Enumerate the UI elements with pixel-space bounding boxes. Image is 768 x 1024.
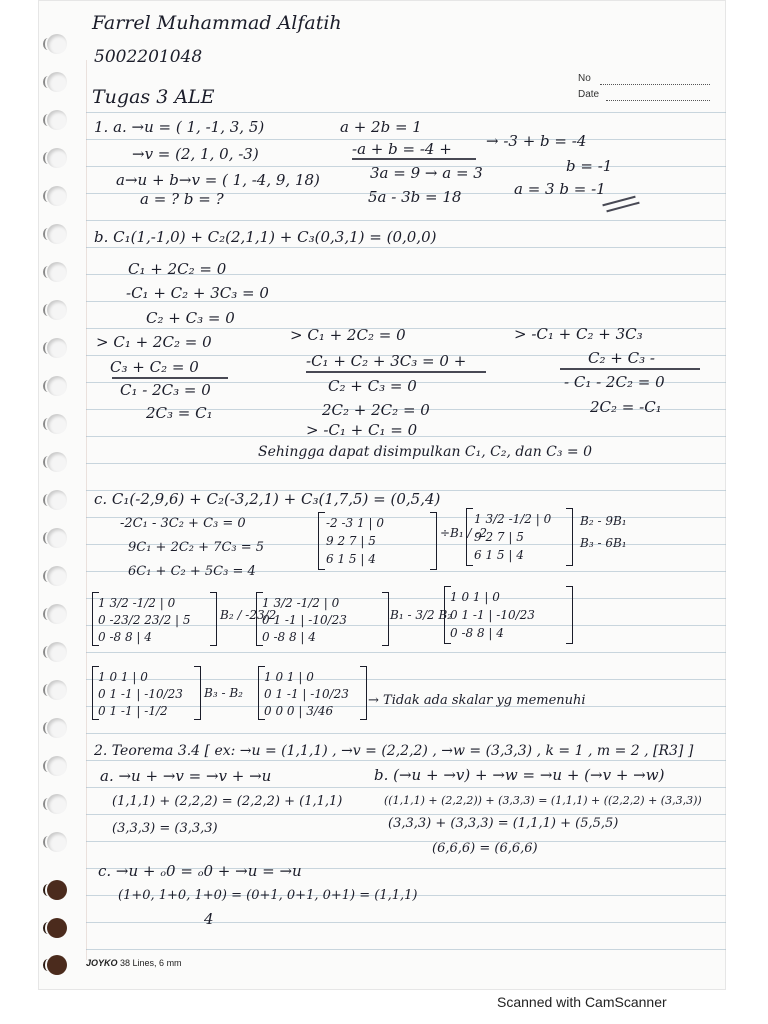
line: 5a - 3b = 18: [368, 188, 462, 206]
matrix-bracket-right: [566, 508, 573, 566]
line: > -C₁ + C₂ + 3C₃: [514, 325, 643, 343]
line: a + 2b = 1: [340, 118, 422, 136]
assignment-title: Tugas 3 ALE: [92, 86, 215, 108]
line: (1+0, 1+0, 1+0) = (0+1, 0+1, 0+1) = (1,1,1): [118, 888, 418, 903]
matrix-row: 9 2 7 | 5: [326, 534, 376, 548]
line: (6,6,6) = (6,6,6): [432, 841, 538, 856]
matrix-bracket-left: [466, 508, 473, 566]
matrix-bracket-right: [430, 512, 437, 570]
line: C₃ + C₂ = 0: [110, 358, 199, 376]
student-name: Farrel Muhammad Alfatih: [92, 12, 342, 34]
matrix-row: 1 0 1 | 0: [450, 590, 500, 604]
line: C₁ - 2C₃ = 0: [120, 381, 211, 399]
matrix-row: 0 -8 8 | 4: [450, 626, 504, 640]
line: a = ? b = ?: [140, 190, 224, 208]
date-field-line: [606, 100, 710, 101]
line: 1. a. →u = ( 1, -1, 3, 5): [94, 118, 265, 136]
matrix-bracket-right: [360, 666, 367, 720]
line: 2C₃ = C₁: [146, 404, 213, 422]
line: -a + b = -4 +: [352, 140, 452, 158]
line: > C₁ + 2C₂ = 0: [96, 333, 212, 351]
matrix-row: 1 0 1 | 0: [264, 670, 314, 684]
row-operation: B₂ / -23/2: [220, 608, 277, 622]
line: → -3 + b = -4: [486, 132, 587, 150]
matrix-row: 1 3/2 -1/2 | 0: [98, 596, 176, 610]
line: a. →u + →v = →v + →u: [100, 767, 272, 785]
line: 9C₁ + 2C₂ + 7C₃ = 5: [128, 540, 265, 555]
line: ((1,1,1) + (2,2,2)) + (3,3,3) = (1,1,1) + ((2,2,2) + (3,3,3)): [384, 794, 702, 807]
row-operation: B₃ - 6B₁: [580, 536, 627, 550]
line: b = -1: [566, 157, 613, 175]
matrix-row: 0 1 -1 | -1/2: [98, 704, 168, 718]
conclusion: → Tidak ada skalar yg memenuhi: [368, 693, 586, 708]
line: -C₁ + C₂ + 3C₃ = 0: [126, 284, 269, 302]
matrix-row: 9 2 7 | 5: [474, 530, 524, 544]
matrix-row: 1 3/2 -1/2 | 0: [474, 512, 552, 526]
line: (3,3,3) = (3,3,3): [112, 821, 218, 836]
line: a→u + b→v = ( 1, -4, 9, 18): [116, 171, 320, 189]
matrix-bracket-right: [566, 586, 573, 644]
line: -C₁ + C₂ + 3C₃ = 0 +: [306, 352, 467, 370]
scanner-watermark: Scanned with CamScanner: [497, 994, 667, 1010]
matrix-row: 0 -8 8 | 4: [98, 630, 152, 644]
brand-name: JOYKO: [86, 958, 118, 968]
matrix-row: 0 -8 8 | 4: [262, 630, 316, 644]
conclusion: Sehingga dapat disimpulkan C₁, C₂, dan C₃ = 0: [258, 444, 593, 460]
matrix-row: 6 1 5 | 4: [474, 548, 524, 562]
line: (1,1,1) + (2,2,2) = (2,2,2) + (1,1,1): [112, 794, 343, 809]
row-operation: B₂ - 9B₁: [580, 514, 627, 528]
date-label: Date: [578, 89, 600, 100]
matrix-row: 0 1 -1 | -10/23: [98, 687, 183, 701]
line: 2C₂ = -C₁: [590, 398, 662, 416]
line: > C₁ + 2C₂ = 0: [290, 326, 406, 344]
line: c. →u + ₒ0 = ₒ0 + →u = →u: [98, 862, 302, 880]
sum-line: [352, 158, 476, 160]
line: > -C₁ + C₁ = 0: [306, 421, 418, 439]
line: - C₁ - 2C₂ = 0: [564, 373, 665, 391]
sum-line: [112, 377, 228, 379]
line: c. C₁(-2,9,6) + C₂(-3,2,1) + C₃(1,7,5) = (0,5,4): [94, 490, 441, 508]
line: →v = (2, 1, 0, -3): [132, 145, 259, 163]
line: C₂ + C₃ = 0: [328, 377, 417, 395]
row-operation: ÷B₁ / -2: [440, 526, 488, 540]
matrix-bracket-right: [382, 592, 389, 646]
matrix-row: 0 0 0 | 3/46: [264, 704, 334, 718]
sum-line: [306, 371, 486, 373]
sum-line: [560, 368, 700, 370]
matrix-row: 1 3/2 -1/2 | 0: [262, 596, 340, 610]
margin-line: [86, 60, 87, 960]
lines-note: 38 Lines, 6 mm: [120, 958, 182, 968]
matrix-row: -2 -3 1 | 0: [326, 516, 384, 530]
line: a = 3 b = -1: [514, 180, 606, 198]
row-operation: B₃ - B₂: [204, 686, 243, 700]
line: 2C₂ + 2C₂ = 0: [322, 401, 430, 419]
matrix-bracket-right: [194, 666, 201, 720]
line: b. (→u + →v) + →w = →u + (→v + →w): [374, 766, 665, 784]
no-field-line: [600, 84, 710, 85]
line: C₂ + C₃ = 0: [146, 309, 235, 327]
line: 3a = 9 → a = 3: [370, 164, 483, 182]
line: b. C₁(1,-1,0) + C₂(2,1,1) + C₃(0,3,1) = (0,0,0): [94, 228, 437, 246]
line: C₁ + 2C₂ = 0: [128, 260, 227, 278]
student-id: 5002201048: [94, 47, 203, 67]
notebook-brand: [86, 958, 182, 968]
matrix-bracket-right: [210, 592, 217, 646]
matrix-row: 0 1 -1 | -10/23: [450, 608, 535, 622]
matrix-row: 1 0 1 | 0: [98, 670, 148, 684]
theorem-heading: 2. Teorema 3.4 [ ex: →u = (1,1,1) , →v = (2,2,2) , →w = (3,3,3) , k = 1 , m = 2 , [R3] ]: [94, 743, 694, 759]
row-operation: B₁ - 3/2 B₂: [390, 608, 453, 622]
matrix-row: 0 -23/2 23/2 | 5: [98, 613, 191, 627]
stray-mark: 4: [204, 910, 214, 928]
line: 6C₁ + C₂ + 5C₃ = 4: [128, 564, 256, 579]
matrix-row: 0 1 -1 | -10/23: [264, 687, 349, 701]
line: C₂ + C₃ -: [588, 349, 655, 367]
line: -2C₁ - 3C₂ + C₃ = 0: [120, 516, 246, 531]
matrix-row: 6 1 5 | 4: [326, 552, 376, 566]
matrix-row: 0 1 -1 | -10/23: [262, 613, 347, 627]
no-label: No: [578, 73, 591, 84]
line: (3,3,3) + (3,3,3) = (1,1,1) + (5,5,5): [388, 816, 619, 831]
matrix-bracket-left: [318, 512, 325, 570]
